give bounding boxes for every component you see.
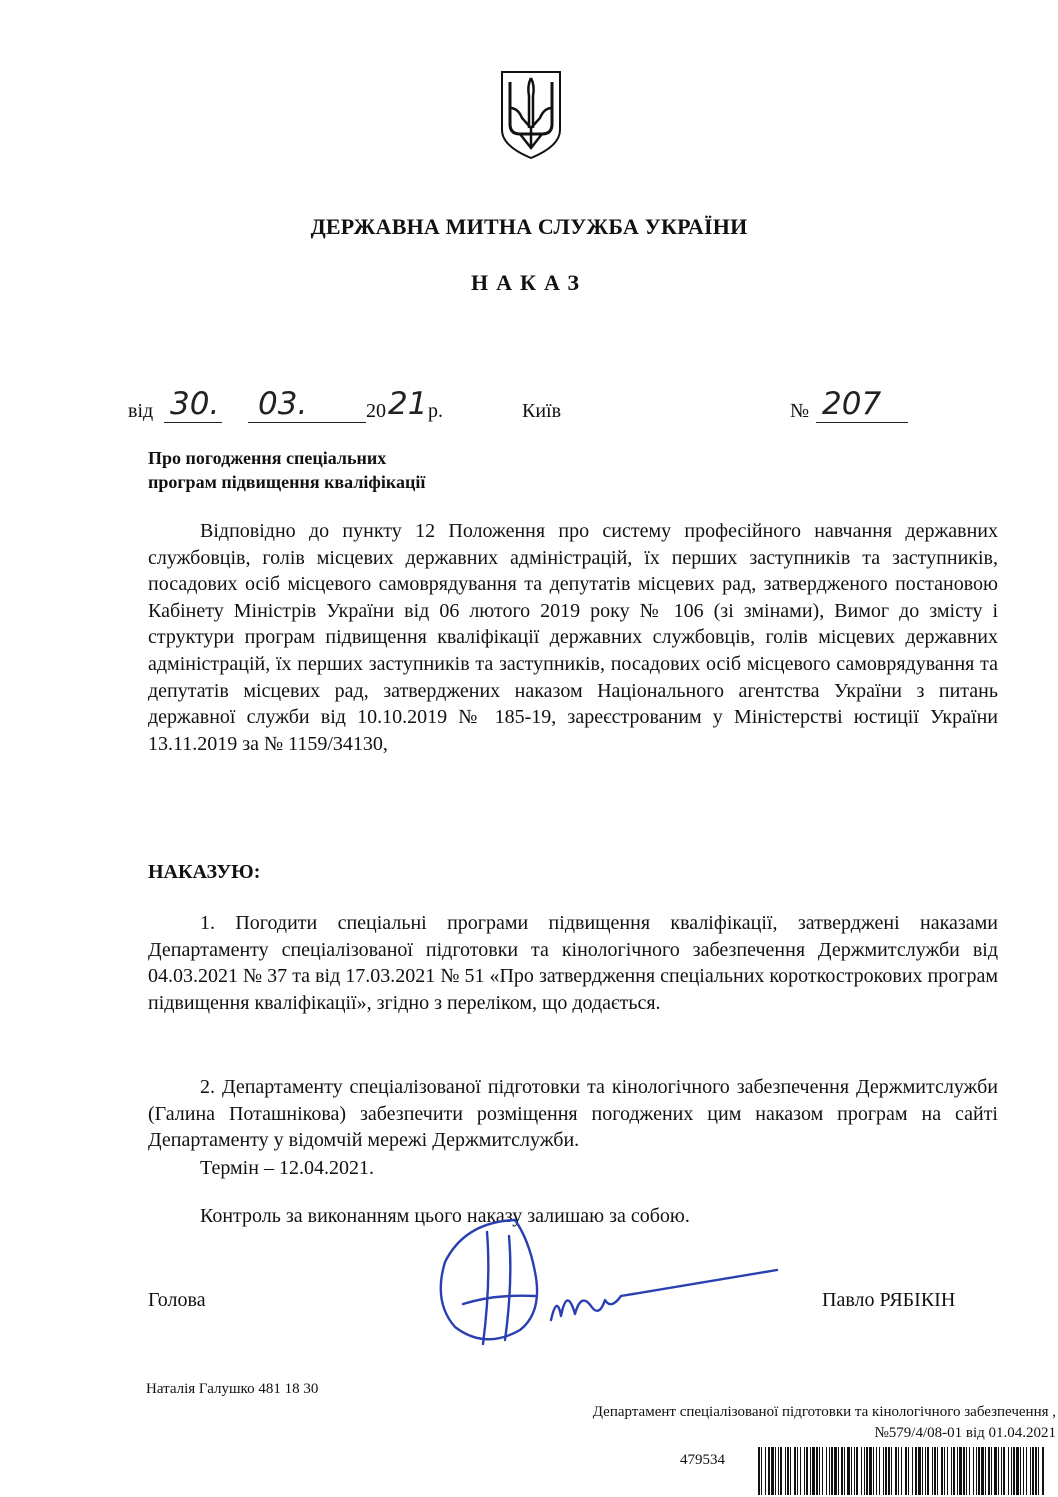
barcode-bar [1003, 1447, 1005, 1495]
trident-emblem-icon [498, 68, 564, 160]
registration-stamp [508, 1402, 1056, 1444]
barcode-bar [810, 1447, 811, 1495]
barcode-bar [941, 1447, 943, 1495]
barcode-bar [1016, 1447, 1019, 1495]
barcode-bar [978, 1447, 980, 1495]
barcode-bar [1011, 1447, 1012, 1495]
barcode-bar [905, 1447, 907, 1495]
barcode-bar [854, 1447, 855, 1495]
barcode-bar [998, 1447, 999, 1495]
barcode-bar [981, 1447, 984, 1495]
barcode-bar [932, 1447, 933, 1495]
barcode [756, 1447, 1048, 1495]
year-suffix: р. [428, 400, 443, 422]
barcode-bar [976, 1447, 977, 1495]
barcode-bar [985, 1447, 986, 1495]
order-heading: НАКАЗУЮ: [148, 861, 261, 883]
barcode-bar [831, 1447, 833, 1495]
barcode-bar [925, 1447, 926, 1495]
barcode-bar [1023, 1447, 1024, 1495]
barcode-bar [1008, 1447, 1009, 1495]
month-underline [248, 422, 366, 423]
barcode-bar [927, 1447, 929, 1495]
barcode-bar [838, 1447, 839, 1495]
barcode-bar [761, 1447, 762, 1495]
barcode-bar [866, 1447, 868, 1495]
registration-department: Департамент спеціалізованої підготовки та кінологічного забезпечення , [592, 1404, 1056, 1420]
barcode-bar [1030, 1447, 1031, 1495]
barcode-bar [994, 1447, 997, 1495]
barcode-bar [908, 1447, 909, 1495]
barcode-bar [841, 1447, 843, 1495]
barcode-bar [951, 1447, 952, 1495]
barcode-bar [775, 1447, 776, 1495]
barcode-bar [988, 1447, 990, 1495]
barcode-bar [800, 1447, 801, 1495]
barcode-bar [834, 1447, 837, 1495]
year-handwritten: 21 [388, 386, 428, 422]
barcode-bar [879, 1447, 880, 1495]
barcode-bar [812, 1447, 815, 1495]
number-prefix: № [790, 400, 810, 422]
barcode-bar [891, 1447, 892, 1495]
barcode-bar [790, 1447, 791, 1495]
barcode-bar [1001, 1447, 1002, 1495]
day-underline [164, 422, 222, 423]
signatory-name: Павло РЯБІКІН [822, 1289, 956, 1311]
barcode-bar [1032, 1447, 1034, 1495]
barcode-bar [780, 1447, 782, 1495]
registration-number: №579/4/08-01 від 01.04.2021 [874, 1425, 1056, 1441]
barcode-bar [816, 1447, 818, 1495]
barcode-bar [826, 1447, 827, 1495]
barcode-bar [851, 1447, 852, 1495]
barcode-bar [959, 1447, 962, 1495]
barcode-bar [1038, 1447, 1039, 1495]
barcode-bar [844, 1447, 845, 1495]
date-prefix: від [128, 400, 154, 422]
barcode-bar [873, 1447, 874, 1495]
barcode-bar [1013, 1447, 1015, 1495]
number-underline [816, 422, 908, 423]
barcode-bar [885, 1447, 887, 1495]
barcode-bar [804, 1447, 805, 1495]
barcode-bar [953, 1447, 955, 1495]
barcode-bar [876, 1447, 877, 1495]
barcode-bar [861, 1447, 862, 1495]
barcode-bar [991, 1447, 992, 1495]
barcode-bar [765, 1447, 766, 1495]
barcode-bar [806, 1447, 808, 1495]
date-month: 03. [258, 386, 308, 422]
executor-contact: Наталія Галушко 481 18 30 [146, 1381, 319, 1397]
barcode-bar [888, 1447, 890, 1495]
barcode-bar [758, 1447, 760, 1495]
barcode-bar [947, 1447, 948, 1495]
barcode-bar [771, 1447, 774, 1495]
order-item-1: 1. Погодити спеціальні програми підвищення кваліфікації, затверджені наказами Департаменту спеціалізованої підготовки та кінологічного забезпечення Держмитслужби від 04.03.2021 № 37 та від 17.03.2021 № 51 «Про затвердження спеціальних короткострокових програм підвищення кваліфікації», згідно з переліком, що додається. [148, 912, 998, 1014]
barcode-bar [901, 1447, 902, 1495]
barcode-bar [934, 1447, 936, 1495]
barcode-bar [785, 1447, 786, 1495]
date-number-line [126, 386, 926, 432]
barcode-bar [937, 1447, 938, 1495]
barcode-bar [869, 1447, 872, 1495]
barcode-bar [1026, 1447, 1027, 1495]
date-day: 30. [170, 386, 220, 422]
barcode-bar [819, 1447, 820, 1495]
barcode-bar [778, 1447, 779, 1495]
barcode-bar [794, 1447, 796, 1495]
barcode-bar [768, 1447, 770, 1495]
barcode-bar [864, 1447, 865, 1495]
year-prefix: 20 [366, 400, 386, 422]
barcode-number: 479534 [680, 1452, 725, 1468]
preamble-paragraph: Відповідно до пункту 12 Положення про систему професійного навчання державних службовців, голів місцевих державних адміністрацій, їх перших заступників та заступників, посадових осіб місцевого самоврядування та депутатів місцевих рад, затвердженого постановою Кабінету Міністрів України від 06 лютого 2019 року № 106 (зі змінами), Вимог до змісту і структури програм підвищення кваліфікації державних службовців, голів місцевих державних адміністрацій, їх перших заступників та заступників, посадових осіб місцевого самоврядування та депутатів місцевих рад, затверджених наказом Національного агентства України з питань державної служби від 10.10.2019 № 185-19, зареєстрованим у Міністерстві юстиції України 13.11.2019 за № 1159/34130, [148, 520, 998, 755]
barcode-bar [822, 1447, 823, 1495]
barcode-bar [918, 1447, 921, 1495]
barcode-bar [912, 1447, 913, 1495]
signatory-role: Голова [148, 1289, 206, 1311]
organization-title: ДЕРЖАВНА МИТНА СЛУЖБА УКРАЇНИ [310, 214, 748, 239]
order-subject [148, 446, 425, 494]
barcode-bar [944, 1447, 945, 1495]
barcode-bar [829, 1447, 830, 1495]
deadline: Термін – 12.04.2021. [200, 1157, 374, 1179]
barcode-bar [898, 1447, 899, 1495]
order-item-2: 2. Департаменту спеціалізованої підготовки та кінологічного забезпечення Держмитслужби (Галина Поташнікова) забезпечити розміщення погоджених цим наказом програм на сайті Департаменту у відомчій мережі Держмитслужби. [148, 1076, 998, 1152]
barcode-bar [787, 1447, 789, 1495]
barcode-bar [973, 1447, 974, 1495]
barcode-bar [915, 1447, 917, 1495]
barcode-bar [797, 1447, 798, 1495]
subject-line-1: Про погодження спеціальних [148, 448, 387, 468]
barcode-bar [1042, 1447, 1044, 1495]
control-clause: Контроль за виконанням цього наказу залишаю за собою. [200, 1205, 690, 1227]
document-type: НАКАЗ [471, 270, 587, 295]
city: Київ [522, 400, 562, 422]
barcode-bar [847, 1447, 850, 1495]
handwritten-signature [425, 1212, 805, 1352]
barcode-bar [1035, 1447, 1037, 1495]
barcode-bar [969, 1447, 970, 1495]
barcode-bar [856, 1447, 858, 1495]
barcode-bar [966, 1447, 967, 1495]
barcode-bar [883, 1447, 884, 1495]
barcode-bar [963, 1447, 965, 1495]
barcode-bar [895, 1447, 897, 1495]
order-number: 207 [822, 386, 882, 422]
barcode-bar [922, 1447, 923, 1495]
barcode-bar [1020, 1447, 1021, 1495]
barcode-bar [957, 1447, 958, 1495]
subject-line-2: програм підвищення кваліфікації [148, 472, 426, 492]
